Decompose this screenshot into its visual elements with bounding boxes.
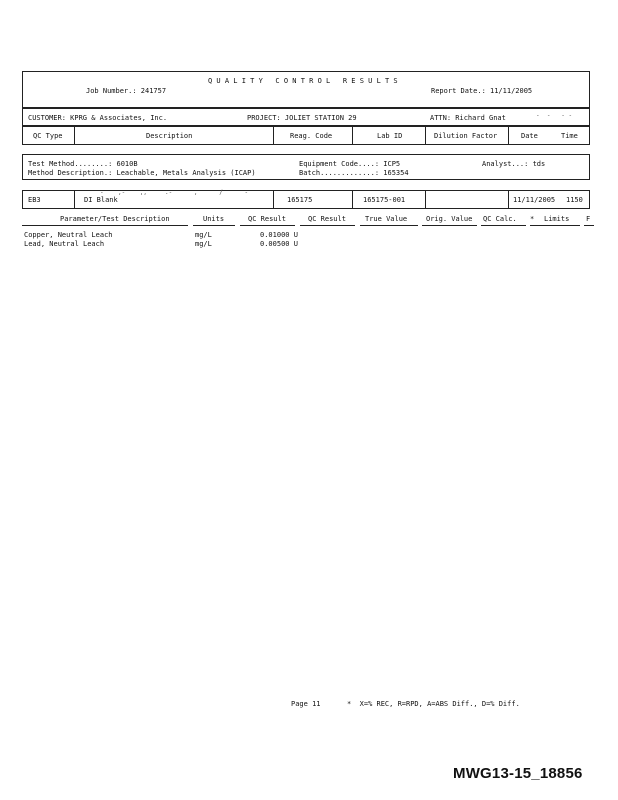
hdr-underline-qc-result: [240, 225, 295, 226]
hdr-underline-param: [22, 225, 188, 226]
hdr-qc-result: QC Result: [248, 215, 286, 223]
hdr-underline-units: [193, 225, 235, 226]
col-divider-1: [74, 126, 75, 145]
report-date: Report Date.: 11/11/2005: [431, 87, 533, 95]
attn-scan-noise: - - - -: [536, 112, 573, 119]
hdr-f: F: [586, 215, 591, 223]
hdr-star: *: [530, 215, 535, 223]
col-reag-code: Reag. Code: [290, 132, 333, 140]
qc-reag-code-value: 165175: [287, 196, 313, 204]
hdr-qc-calc: QC Calc.: [483, 215, 517, 223]
qc-date-value: 11/11/2005: [513, 196, 556, 204]
document-id: MWG13-15_18856: [453, 765, 583, 782]
attn-name: ATTN: Richard Gnat: [430, 114, 506, 122]
qc-row-scan-noise: - ,- ,, .- , / -: [100, 189, 249, 196]
analyst: Analyst...: tds: [482, 160, 546, 168]
hdr-true-value: True Value: [365, 215, 408, 223]
legend-note: * X=% REC, R=RPD, A=ABS Diff., D=% Diff.: [347, 700, 520, 708]
col-divider-4: [425, 126, 426, 145]
method-description: Method Description.: Leachable, Metals Analysis (ICAP): [28, 169, 256, 177]
report-title: Q U A L I T Y C O N T R O L R E S U L T S: [208, 77, 398, 85]
qc-type-value: EB3: [28, 196, 41, 204]
job-number: Job Number.: 241757: [86, 87, 167, 95]
equipment-code: Equipment Code....: ICP5: [299, 160, 401, 168]
qc-divider-1: [74, 190, 75, 209]
batch: Batch.............: 165354: [299, 169, 409, 177]
result-row-2-qc-result: 0.00500 U: [260, 240, 298, 248]
qc-time-value: 1150: [566, 196, 583, 204]
qc-divider-4: [425, 190, 426, 209]
qc-lab-id-value: 165175-001: [363, 196, 406, 204]
col-dilution-factor: Dilution Factor: [434, 132, 498, 140]
qc-divider-5: [508, 190, 509, 209]
qc-description-value: DI Blank: [84, 196, 118, 204]
hdr-orig-value: Orig. Value: [426, 215, 473, 223]
col-date: Date: [521, 132, 538, 140]
qc-divider-3: [352, 190, 353, 209]
result-row-1-qc-result: 0.01000 U: [260, 231, 298, 239]
customer-name: CUSTOMER: KPRG & Associates, Inc.: [28, 114, 168, 122]
col-qc-type: QC Type: [33, 132, 63, 140]
col-divider-3: [352, 126, 353, 145]
page-number: Page 11: [291, 700, 321, 708]
col-description: Description: [146, 132, 193, 140]
project-name: PROJECT: JOLIET STATION 29: [247, 114, 357, 122]
hdr-underline-qc-calc: [481, 225, 526, 226]
col-divider-5: [508, 126, 509, 145]
result-row-2-param: Lead, Neutral Leach: [24, 240, 105, 248]
hdr-units: Units: [203, 215, 225, 223]
col-lab-id: Lab ID: [377, 132, 403, 140]
qc-divider-2: [273, 190, 274, 209]
test-method: Test Method........: 6010B: [28, 160, 138, 168]
result-row-1-param: Copper, Neutral Leach: [24, 231, 113, 239]
hdr-underline-f: [584, 225, 594, 226]
col-time: Time: [561, 132, 578, 140]
hdr-underline-qc-result-2: [300, 225, 355, 226]
hdr-underline-true-value: [360, 225, 418, 226]
hdr-qc-result-2: QC Result: [308, 215, 346, 223]
hdr-limits: Limits: [544, 215, 570, 223]
col-divider-2: [273, 126, 274, 145]
hdr-underline-orig-value: [422, 225, 477, 226]
hdr-underline-limits: [530, 225, 580, 226]
hdr-param: Parameter/Test Description: [60, 215, 170, 223]
result-row-1-units: mg/L: [195, 231, 212, 239]
result-row-2-units: mg/L: [195, 240, 212, 248]
